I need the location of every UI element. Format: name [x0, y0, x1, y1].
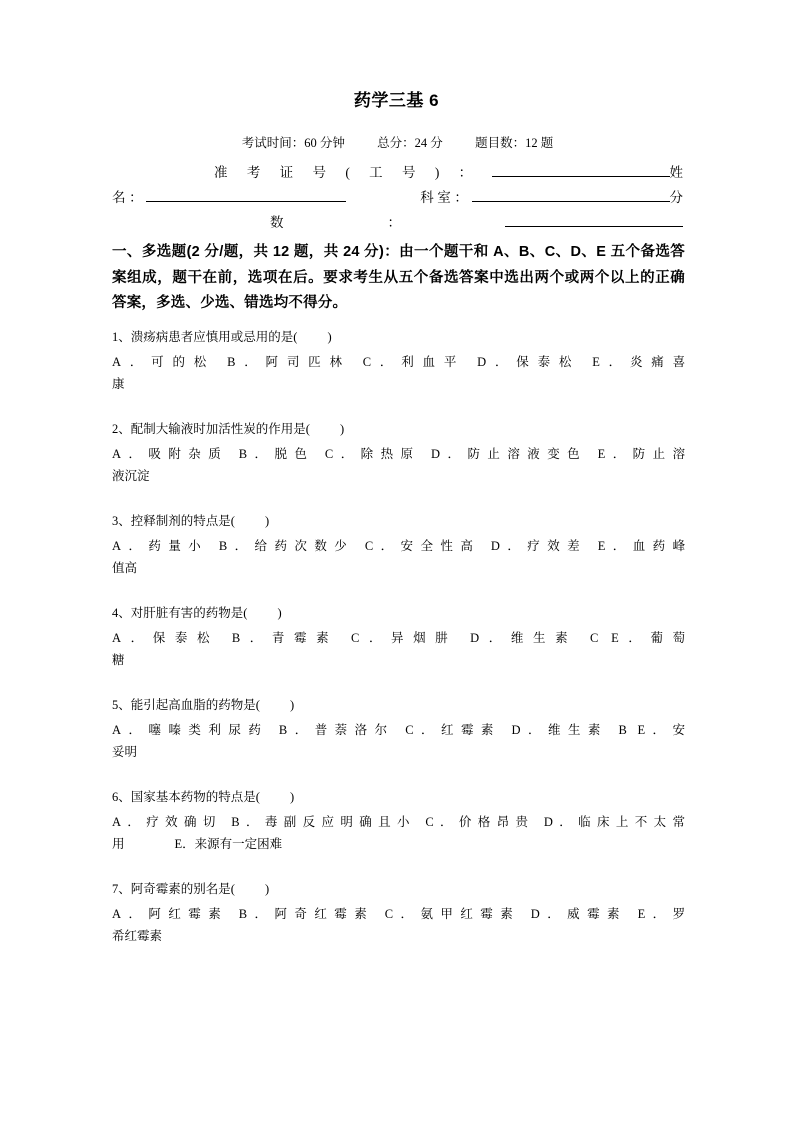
question-item [112, 602, 685, 671]
option-choice[interactable]: C．价格昂贵 [425, 815, 535, 829]
question-item [112, 510, 685, 579]
question-item [112, 786, 685, 855]
question-number: 6、 [112, 790, 131, 804]
option-choice[interactable]: D．临床上不太常 [543, 815, 686, 829]
question-number: 7、 [112, 882, 131, 896]
option-choice[interactable]: D．威霉素 [530, 907, 627, 921]
question-stem [112, 878, 685, 900]
form-line-exam-number [112, 160, 683, 185]
question-number: 2、 [112, 422, 131, 436]
option-row-continuation[interactable]: 糖 [112, 653, 125, 667]
department-label: 科室： [420, 190, 472, 205]
option-choice[interactable]: A．噻嗪类利尿药 [112, 723, 269, 737]
question-stem-text: 阿奇霉素的别名是( [130, 882, 235, 896]
option-group [112, 811, 685, 855]
option-choice[interactable]: B．青霉素 [231, 631, 339, 645]
score-input[interactable] [505, 212, 683, 227]
exam-question-count: 题目数：12 题 [475, 136, 554, 150]
option-choice[interactable]: D．维生素 C [470, 631, 599, 645]
question-item [112, 326, 685, 395]
question-stem-close: ) [289, 698, 295, 712]
question-number: 5、 [112, 698, 131, 712]
question-stem [112, 694, 685, 716]
score-label-head: 分 [669, 190, 683, 205]
question-stem-close: ) [339, 422, 345, 436]
exam-number-input[interactable] [492, 162, 670, 177]
option-group [112, 627, 685, 671]
option-row [112, 811, 685, 833]
question-item [112, 878, 685, 947]
option-choice[interactable]: C．红霉素 [405, 723, 501, 737]
question-stem-close: ) [289, 790, 295, 804]
question-stem-text: 能引起高血脂的药物是( [130, 698, 260, 712]
name-label-tail: 名： [112, 190, 147, 205]
option-choice[interactable]: C．安全性高 [364, 539, 481, 553]
question-stem [112, 418, 685, 440]
question-stem [112, 786, 685, 808]
question-stem-text: 配制大输液时加活性炭的作用是( [130, 422, 310, 436]
option-row-continuation[interactable]: 用 E．来源有一定困难 [112, 837, 283, 851]
exam-meta-line [112, 133, 683, 151]
option-choice[interactable]: A．可的松 [112, 355, 216, 369]
option-group [112, 719, 685, 763]
option-choice[interactable]: A．阿红霉素 [112, 907, 229, 921]
option-choice[interactable]: C．异烟肼 [351, 631, 458, 645]
option-choice[interactable]: E．血药峰 [597, 539, 686, 553]
option-row-continuation[interactable]: 希红霉素 [112, 929, 163, 943]
option-group [112, 903, 685, 947]
option-choice[interactable]: B．普萘洛尔 [278, 723, 395, 737]
page-title: 药学三基 6 [353, 91, 440, 110]
option-row-continuation[interactable]: 液沉淀 [112, 469, 150, 483]
option-choice[interactable]: B．阿奇红霉素 [238, 907, 375, 921]
option-choice[interactable]: B．脱色 [238, 447, 315, 461]
option-choice[interactable]: B．毒副反应明确且小 [231, 815, 416, 829]
question-number: 3、 [112, 514, 131, 528]
option-row-continuation[interactable]: 康 [112, 377, 125, 391]
option-choice[interactable]: A．吸附杂质 [112, 447, 229, 461]
question-number: 4、 [112, 606, 131, 620]
question-stem-close: ) [277, 606, 282, 620]
option-choice[interactable]: E．安 [637, 723, 686, 737]
question-item [112, 418, 685, 487]
form-line-score [112, 210, 683, 235]
form-line-name-department [112, 185, 683, 210]
question-stem-text: 溃疡病患者应慎用或忌用的是( [130, 330, 298, 344]
question-stem-close: ) [327, 330, 332, 344]
option-row [112, 443, 685, 465]
question-list [112, 326, 685, 970]
option-choice[interactable]: A．疗效确切 [112, 815, 222, 829]
option-choice[interactable]: E．葡萄 [611, 631, 686, 645]
question-stem-close: ) [264, 882, 270, 896]
option-row [112, 351, 685, 373]
score-label-tail: 数： [270, 215, 505, 230]
question-stem-text: 控释制剂的特点是( [130, 514, 235, 528]
question-item [112, 694, 685, 763]
exam-duration: 考试时间：60 分钟 [241, 136, 345, 150]
name-input[interactable] [146, 187, 346, 202]
question-stem-close: ) [264, 514, 270, 528]
option-choice[interactable]: C．氨甲红霉素 [384, 907, 521, 921]
option-choice[interactable]: B．给药次数少 [218, 539, 355, 553]
option-row [112, 627, 685, 649]
section-heading-multiple-choice: 一、多选题(2 分/题，共 12 题，共 24 分)：由一个题干和 A、B、C、D、E 五个备选答案组成，题干在前，选项在后。要求考生从五个备选答案中选出两个或两个以上的正确答案，多选、少选、错选均不得分。 [112, 244, 685, 311]
option-choice[interactable]: E．防止溶 [597, 447, 686, 461]
option-row [112, 719, 685, 741]
option-choice[interactable]: D．防止溶液变色 [431, 447, 588, 461]
option-group [112, 443, 685, 487]
question-stem [112, 510, 685, 532]
candidate-form [112, 160, 683, 235]
option-choice[interactable]: E．罗 [637, 907, 686, 921]
option-row [112, 535, 685, 557]
option-group [112, 535, 685, 579]
question-stem-text: 对肝脏有害的药物是( [130, 606, 248, 620]
name-label-head: 姓 [669, 165, 683, 180]
option-choice[interactable]: D．疗效差 [490, 539, 588, 553]
department-input[interactable] [472, 187, 670, 202]
option-choice[interactable]: B．阿司匹林 [227, 355, 351, 369]
exam-total-score: 总分：24 分 [377, 136, 443, 150]
option-row-continuation[interactable]: 妥明 [112, 745, 138, 759]
question-stem [112, 602, 685, 624]
option-choice[interactable]: C．除热原 [324, 447, 421, 461]
exam-number-label: 准考证号(工号)： [214, 165, 492, 180]
option-choice[interactable]: C．利血平 [362, 355, 466, 369]
question-stem-text: 国家基本药物的特点是( [130, 790, 260, 804]
option-choice[interactable]: A．保泰松 [112, 631, 220, 645]
option-choice[interactable]: E．炎痛喜 [592, 355, 686, 369]
question-number: 1、 [112, 330, 131, 344]
option-row-continuation[interactable]: 值高 [112, 561, 138, 575]
option-choice[interactable]: D．维生素 B [511, 723, 627, 737]
option-choice[interactable]: D．保泰松 [477, 355, 581, 369]
option-row [112, 903, 685, 925]
question-stem [112, 326, 685, 348]
option-choice[interactable]: A．药量小 [112, 539, 209, 553]
option-group [112, 351, 685, 395]
